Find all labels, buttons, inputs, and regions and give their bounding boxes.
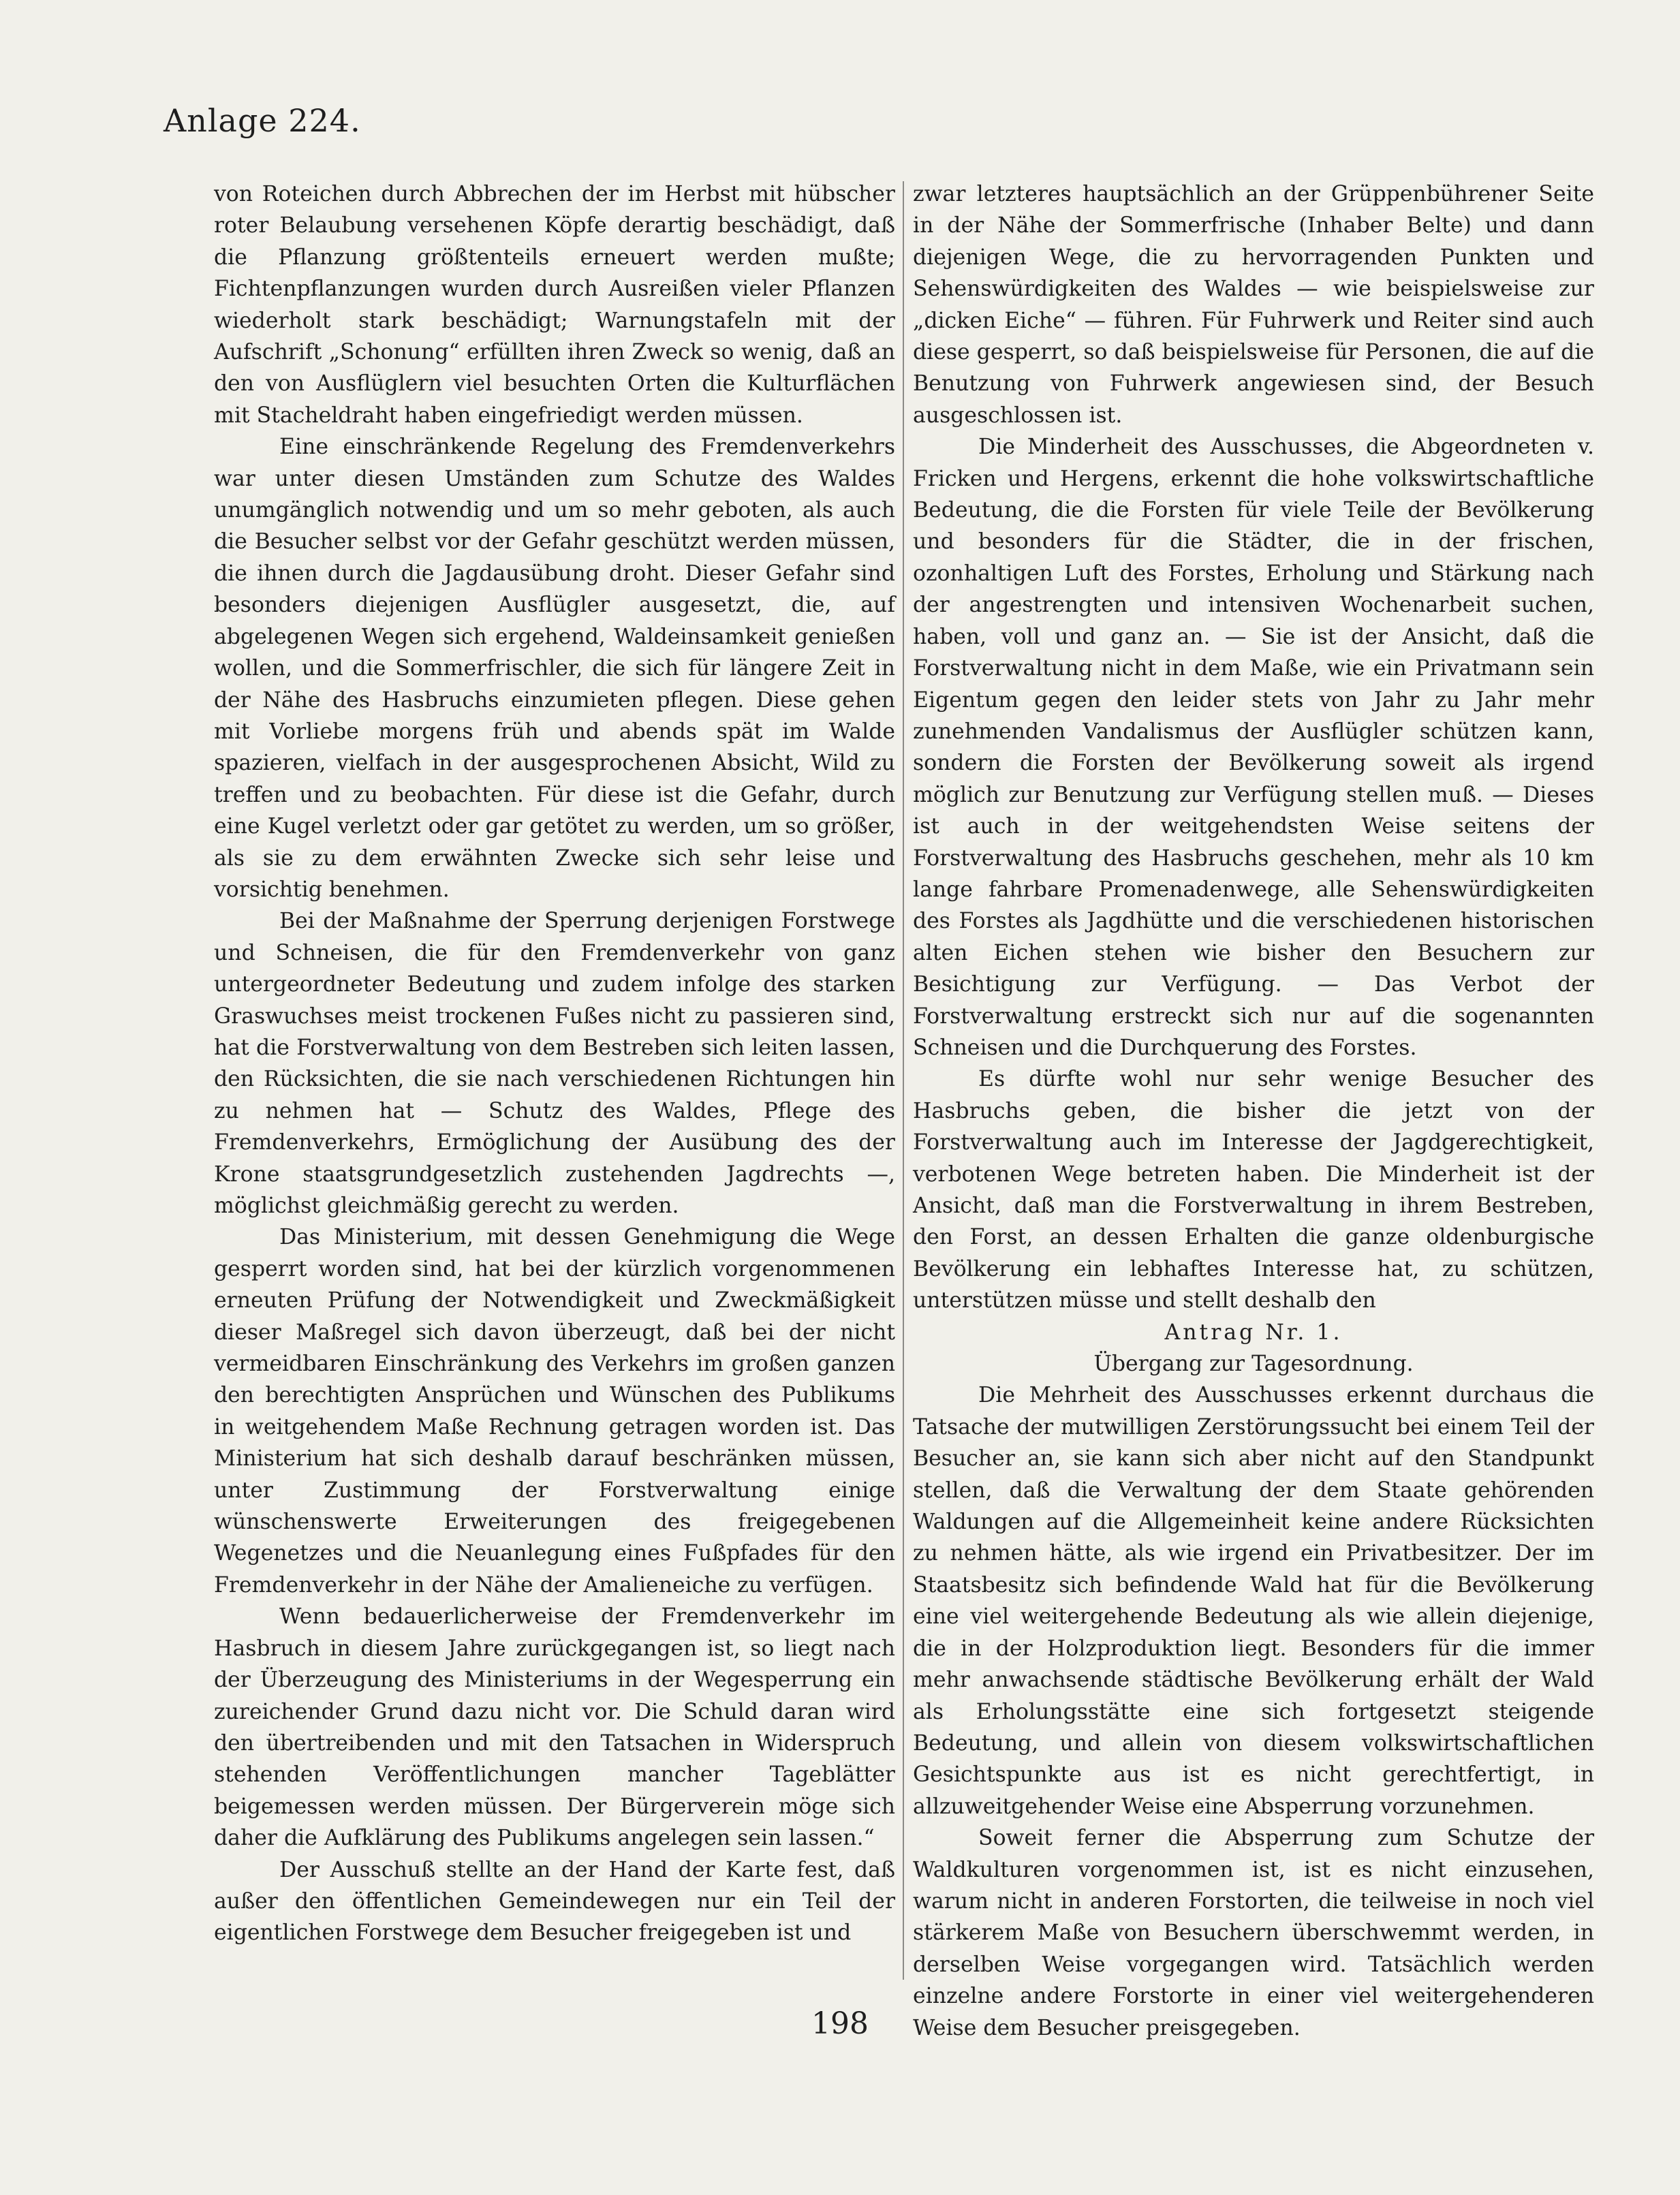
- page-number: 198: [811, 2006, 869, 2041]
- left-column: [214, 178, 895, 1949]
- paragraph: Die Mehrheit des Ausschusses erkennt durchaus die Tatsache der mutwilligen Zerstörungssucht bei einem Teil der Besucher an, sie kann sich aber nicht auf den Standpunkt stellen, daß die Verwaltung der dem Staate gehörenden Waldungen auf die Allgemeinheit keine andere Rücksichten zu nehmen hätte, als wie irgend ein Privatbesitzer. Der im Staatsbesitz sich befindende Wald hat für die Bevölkerung eine viel weitergehende Bedeutung als wie allein diejenige, die in der Holzproduktion liegt. Besonders für die immer mehr anwachsende städtische Bevölkerung erhält der Wald als Erholungsstätte eine sich fortgesetzt steigende Bedeutung, und allein von diesem volkswirtschaftlichen Gesichtspunkte aus ist es nicht gerechtfertigt, in allzuweitgehender Weise eine Absperrung vorzunehmen.: [913, 1383, 1594, 1819]
- right-column: [913, 178, 1594, 2044]
- paragraph: Es dürfte wohl nur sehr wenige Besucher des Hasbruchs geben, die bisher die jetzt von der Forstverwaltung auch im Interesse der Jagdgerechtigkeit, verbotenen Wege betreten haben. Die Minderheit ist der Ansicht, daß man die Forstverwaltung in ihrem Bestreben, den Forst, an dessen Erhalten die ganze oldenburgische Bevölkerung ein lebhaftes Interesse hat, zu schützen, unterstützen müsse und stellt deshalb den: [913, 1067, 1594, 1313]
- paragraph: Wenn bedauerlicherweise der Fremdenverkehr im Hasbruch in diesem Jahre zurückgegangen ist, so liegt nach der Überzeugung des Ministeriums in der Wegesperrung ein zureichender Grund dazu nicht vor. Die Schuld daran wird den übertreibenden und mit den Tatsachen in Widerspruch stehenden Veröffentlichungen mancher Tageblätter beigemessen werden müssen. Der Bürgerverein möge sich daher die Aufklärung des Publikums angelegen sein lassen.“: [214, 1604, 895, 1851]
- paragraph: Der Ausschuß stellte an der Hand der Karte fest, daß außer den öffentlichen Gemeindewegen nur ein Teil der eigentlichen Forstwege dem Besucher freigegeben ist und: [214, 1857, 895, 1946]
- page-header: Anlage 224.: [164, 102, 361, 139]
- motion-text: Übergang zur Tagesordnung.: [1093, 1352, 1414, 1377]
- paragraph: Das Ministerium, mit dessen Genehmigung die Wege gesperrt worden sind, hat bei der kürzlich vorgenommenen erneuten Prüfung der Notwendigkeit und Zweckmäßigkeit dieser Maßregel sich davon überzeugt, daß bei der nicht vermeidbaren Einschränkung des Verkehrs im großen ganzen den berechtigten Ansprüchen und Wünschen des Publikums in weitgehendem Maße Rechnung getragen worden ist. Das Ministerium hat sich deshalb darauf beschränken müssen, unter Zustimmung der Forstverwaltung einige wünschenswerte Erweiterungen des freigegebenen Wegenetzes und die Neuanlegung eines Fußpfades für den Fremdenverkehr in der Nähe der Amalieneiche zu verfügen.: [214, 1225, 895, 1598]
- motion-title: Antrag Nr. 1.: [1164, 1320, 1343, 1345]
- paragraph: Soweit ferner die Absperrung zum Schutze der Waldkulturen vorgenommen ist, ist es nicht einzusehen, warum nicht in anderen Forstorten, die teilweise in noch viel stärkerem Maße von Besuchern überschwemmt werden, in derselben Weise vorgegangen wird. Tatsächlich werden einzelne andere Forstorte in einer viel weitergehenderen Weise dem Besucher preisgegeben.: [913, 1826, 1594, 2040]
- paragraph: von Roteichen durch Abbrechen der im Herbst mit hübscher roter Belaubung versehenen Köpfe derartig beschädigt, daß die Pflanzung größtenteils erneuert werden mußte; Fichtenpflanzungen wurden durch Ausreißen vieler Pflanzen wiederholt stark beschädigt; Warnungstafeln mit der Aufschrift „Schonung“ erfüllten ihren Zweck so wenig, daß an den von Ausflüglern viel besuchten Orten die Kulturflächen mit Stacheldraht haben eingefriedigt werden müssen.: [214, 182, 895, 428]
- paragraph: Eine einschränkende Regelung des Fremdenverkehrs war unter diesen Umständen zum Schutze des Waldes unumgänglich notwendig und um so mehr geboten, als auch die Besucher selbst vor der Gefahr geschützt werden müssen, die ihnen durch die Jagdausübung droht. Dieser Gefahr sind besonders diejenigen Ausflügler ausgesetzt, die, auf abgelegenen Wegen sich ergehend, Waldeinsamkeit genießen wollen, und die Sommerfrischler, die sich für längere Zeit in der Nähe des Hasbruchs einzumieten pflegen. Diese gehen mit Vorliebe morgens früh und abends spät im Walde spazieren, vielfach in der ausgesprochenen Absicht, Wild zu treffen und zu beobachten. Für diese ist die Gefahr, durch eine Kugel verletzt oder gar getötet zu werden, um so größer, als sie zu dem erwähnten Zwecke sich sehr leise und vorsichtig benehmen.: [214, 435, 895, 902]
- column-divider: [903, 181, 904, 1980]
- paragraph: Bei der Maßnahme der Sperrung derjenigen Forstwege und Schneisen, die für den Fremdenverkehr von ganz untergeordneter Bedeutung und zudem infolge des starken Graswuchses meist trockenen Fußes nicht zu passieren sind, hat die Forstverwaltung von dem Bestreben sich leiten lassen, den Rücksichten, die sie nach verschiedenen Richtungen hin zu nehmen hat — Schutz des Waldes, Pflege des Fremdenverkehrs, Ermöglichung der Ausübung des der Krone staatsgrundgesetzlich zustehenden Jagdrechts —, möglichst gleichmäßig gerecht zu werden.: [214, 909, 895, 1218]
- paragraph: zwar letzteres hauptsächlich an der Grüppenbührener Seite in der Nähe der Sommerfrische (Inhaber Belte) und dann diejenigen Wege, die zu hervorragenden Punkten und Sehenswürdigkeiten des Waldes — wie beispielsweise zur „dicken Eiche“ — führen. Für Fuhrwerk und Reiter sind auch diese gesperrt, so daß beispielsweise für Personen, die auf die Benutzung von Fuhrwerk angewiesen sind, der Besuch ausgeschlossen ist.: [913, 182, 1594, 428]
- paragraph: Die Minderheit des Ausschusses, die Abgeordneten v. Fricken und Hergens, erkennt die hohe volkswirtschaftliche Bedeutung, die die Forsten für viele Teile der Bevölkerung und besonders für die Städter, die in der frischen, ozonhaltigen Luft des Forstes, Erholung und Stärkung nach der angestrengten und intensiven Wochenarbeit suchen, haben, voll und ganz an. — Sie ist der Ansicht, daß die Forstverwaltung nicht in dem Maße, wie ein Privatmann sein Eigentum gegen den leider stets von Jahr zu Jahr mehr zunehmenden Vandalismus der Ausflügler schützen kann, sondern die Forsten der Bevölkerung soweit als irgend möglich zur Benutzung zur Verfügung stellen muß. — Dieses ist auch in der weitgehendsten Weise seitens der Forstverwaltung des Hasbruchs geschehen, mehr als 10 km lange fahrbare Promenadenwege, alle Sehenswürdigkeiten des Forstes als Jagdhütte und die verschiedenen historischen alten Eichen stehen wie bisher den Besuchern zur Besichtigung zur Verfügung. — Das Verbot der Forstverwaltung erstreckt sich nur auf die sogenannten Schneisen und die Durchquerung des Forstes.: [913, 435, 1594, 1060]
